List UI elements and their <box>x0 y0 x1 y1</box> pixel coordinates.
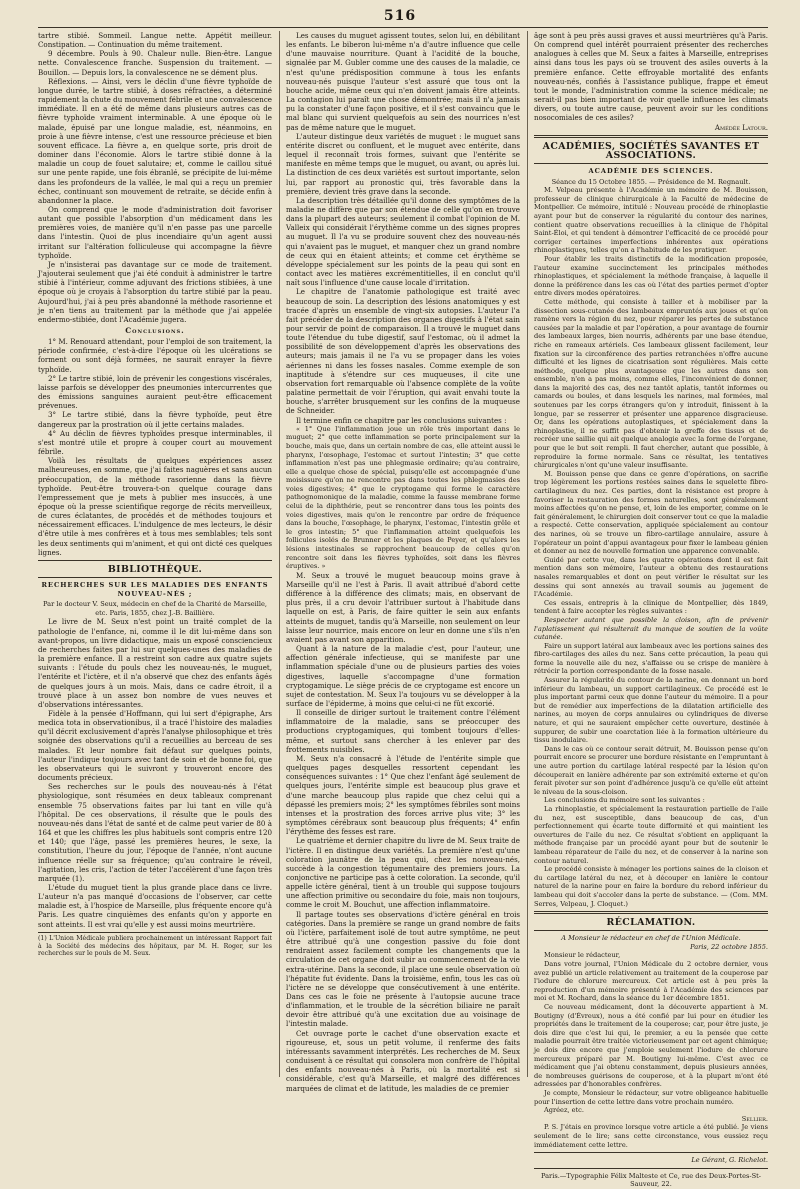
review-title: RECHERCHES SUR LES MALADIES DES ENFANTS NOUVEAU-NÉS ; <box>41 581 269 598</box>
paragraph: Je n'insisterai pas davantage sur ce mode de traitement. J'ajouterai seulement que j'ai été conduit à administrer le tartre stibié à l'intérieur, comme adjuvant des frictions stibiées, à une époque où je croyais à l'absorption du tartre stibié par la peau. Aujourd'hui, j'ai à peu près abandonné la méthode rasorienne et je n'en tiens au traitement par la méthode que j'ai appelée endermo-stibiée, dont l'Académie jugera. <box>38 259 272 324</box>
section-heading-academies: ACADÉMIES, SOCIÉTÉS SAVANTES ET ASSOCIATIONS. <box>542 140 760 161</box>
section-rule <box>534 135 768 138</box>
paragraph: Dans votre journal, l'Union Médicale du 2 octobre dernier, vous avez publié un article relativement au traitement de la couperose par l'iodure de chlorure mercureux. Cet article est à peu près la reproduction d'un mémoire présenté à l'Académie des sciences par moi et M. Rochard, dans la séance du 1er décembre 1851. <box>534 960 768 1003</box>
paragraph: Voilà les résultats de quelques expériences assez malheureuses, en somme, que j'ai faites naguères et sans aucun préoccupation, de la méthode rasorienne dans la fièvre typhoïde. Peut-être trouvera-t-on quelque courage dans l'empressement que je mets à publier mes insuccès, à une époque où la presse scientifique regorge de récits merveilleux, de cures éclatantes, de procédés et de méthodes toujours et nécessairement efficaces. L'indulgence de mes lecteurs, le désir d'être utile à mes confrères et à tous mes semblables; tels sont les deux sentiments qui m'animent, et qui ont dicté ces quelques lignes. <box>38 456 272 557</box>
column-middle <box>286 31 520 1093</box>
section-rule <box>534 1152 768 1153</box>
signature: Sellier. <box>741 1114 768 1123</box>
paragraph: Je compte, Monsieur le rédacteur, sur votre obligeance habituelle pour l'insertion de cette lettre dans votre prochain numéro. <box>534 1088 768 1106</box>
section-heading-conclusions: Conclusions. <box>125 326 185 335</box>
paragraph: 9 décembre. Pouls à 90. Chaleur nulle. Bien-être. Langue nette. Convalescence franche. Suspension du traitement. — Bouillon. — Depuis lors, la convalescence ne se dément plus. <box>38 49 272 77</box>
section-rule <box>534 911 768 914</box>
paragraph: Agréez, etc. <box>544 1106 584 1115</box>
column-right <box>534 31 769 1189</box>
paragraph: Ces essais, entrepris à la clinique de Montpellier, dès 1849, tendent à faire accepter les règles suivantes : <box>534 598 768 616</box>
column-left <box>38 31 272 1077</box>
paragraph: Les causes du muguet agissent toutes, selon lui, en débilitant les enfants. Le biberon lui-même n'a d'autre influence que celle d'une mauvaise nourriture. Quant à l'acidité de la bouche, signalée par M. Gubler comme une des causes de la maladie, ce n'est qu'une prédisposition commune à tous les enfants nouveau-nés puisque l'auteur s'est assuré que tous ont la bouche acide, même ceux qui n'en doivent jamais être atteints. La contagion lui paraît une chose démontrée; mais il n'a jamais pu la constater d'une façon positive, et il s'est convaincu que le mal blanc qui survient quelquefois au sein des nourrices n'est pas de même nature que le muguet. <box>286 31 520 132</box>
paragraph: Le quatrième et dernier chapitre du livre de M. Seux traite de l'ictère. Il en distingue deux variétés. La première n'est qu'une coloration jaunâtre de la peau qui, chez les nouveau-nés, succède à la congestion tégumentaire des premiers jours. La conjonctive ne participe pas à cette coloration. La seconde, qu'il appelle ictère général, tient à un trouble qui suppose toujours une affection primitive ou secondaire du foie, mais non toujours, comme le croit M. Bouchut, une affection inflammatoire. <box>286 836 520 910</box>
rule-item: Respecter autant que possible la cloison, afin de prévenir l'aplatissement qui résulterait du manque de soutien de la voûte cutanée. <box>534 615 768 642</box>
conclusion-item: 3° Le tartre stibié, dans la fièvre typhoïde, peut être dangereux par la prostration où il jette certains malades. <box>38 410 272 429</box>
paragraph: Quant à la nature de la maladie c'est, pour l'auteur, une affection générale infectieuse, qui se manifeste par une inflammation spéciale d'une ou de plusieurs parties des voies digestives, laquelle s'accompagne d'une formation cryptogamique. Le siège précis de ce cryptogame est encore un sujet de contestation. M. Seux l'a toujours vu se développer à la surface de l'épiderme, à moins que celui-ci ne fût excorié. <box>286 644 520 708</box>
paragraph: M. Velpeau présente à l'Académie un mémoire de M. Bouisson, professeur de clinique chirurgicale à la Faculté de médecine de Montpellier. Ce mémoire, intitulé : Nouveau procédé de rhinoplastie ayant pour but de conserver la régularité du contour des narines, contient quatre observations recueillies à la clinique de l'hôpital Saint-Éloi, et qui tendent à démontrer l'efficacité de ce procédé pour corriger certaines imperfections inhérentes aux opérations rhinoplastiques, telles qu'on a l'habitude de les pratiquer. <box>534 186 768 255</box>
paragraph: Le livre de M. Seux n'est point un traité complet de la pathologie de l'enfance, ni, comme il le dit lui-même dans son avant-propos, un livre didactique, mais un exposé consciencieux de recherches faites par lui sur quelques-unes des maladies de la première enfance. Il a restreint son cadre aux quatre sujets suivants : l'étude du pouls chez les nouveau-nés, le muguet, l'entérite et l'ictère, et il n'a observé que chez des enfants âgés de quelques jours à un mois. Mais, dans ce cadre étroit, il a trouvé place à un assez bon nombre de vues neuves et d'observations intéressantes. <box>38 617 272 709</box>
paragraph: Le procédé consiste à ménager les portions saines de la cloison et du cartilage latéral du nez, et à découper en lanière le contour naturel de la narine pour en faire la bordure du rebord inférieur du lambeau qui doit s'accoler dans la perte de substance. — (Com. MM. Serres, Velpeau, J. Cloquet.) <box>534 865 768 908</box>
printer-line: Paris.—Typographie Félix Malteste et Ce, rue des Deux-Portes-St-Sauveur, 22. <box>540 1171 762 1189</box>
quoted-conclusions: « 1° Que l'inflammation joue un rôle très important dans le muguet; 2° que cette inflammation se porte principalement sur la bouche, mais que, dans un certain nombre de cas, elle atteint aussi le pharynx, l'œsophage, l'estomac et surtout l'intestin; 3° que cette inflammation n'est pas une phlegmasie ordinaire; qu'au contraire, elle a quelque chose de spécial, puisqu'elle est accompagnée d'une moisissure qu'on ne rencontre pas dans toutes les phlegmasies des voies digestives; 4° que le cryptogame qui forme le caractère pathognomonique de la maladie, comme la fausse membrane forme celui de la diphthérie, peut se rencontrer dans tous les points des voies digestives, mais qu'on le rencontre par ordre de fréquence dans la bouche, l'œsophage, le pharynx, l'estomac, l'intestin grêle et le gros intestin; 5° que l'inflammation atteint quelquefois les follicules isolés de Brunner et les plaques de Peyer, et qu'alors les lésions intestinales se rapprochent beaucoup de celles qu'on rencontre soit dans les fièvres typhoïdes, soit dans les fièvres éruptives. » <box>286 424 520 571</box>
paragraph: Réflexions. — Ainsi, vers le déclin d'une fièvre typhoïde de longue durée, le tartre stibié, à doses réfractées, a déterminé rapidement la chute du mouvement fébrile et une convalescence immédiate. Il en a été de même dans plusieurs autres cas de fièvre typhoïde vraiment interminable. A une époque où le malade, épuisé par une longue maladie, est, néanmoins, en proie à une fièvre intense, c'est une ressource précieuse et bien souvent efficace. La fièvre a, en quelque sorte, pris droit de dominer dans l'économie. Alors le tartre stibié donne à la maladie un coup de fouet salutaire; et, comme le caillou situé sur une pente rapide, une fois ébranlé, se précipite de lui-même dans les profondeurs de la vallée, le mal qui a reçu un premier échec, continuant son mouvement de retraite, se décide enfin à abandonner la place. <box>38 76 272 205</box>
section-heading-bibliotheque: BIBLIOTHÈQUE. <box>107 563 203 575</box>
paragraph: La rhinoplastie, et spécialement la restauration partielle de l'aile du nez, est susceptible, dans beaucoup de cas, d'un perfectionnement qui écarte toute difformité et qui maintient les ouvertures de l'aile du nez. Ce résultat s'obtient en appliquant la méthode française par un procédé ayant pour but de soutenir le lambeau réparateur de l'aile du nez, et de conserver à la narine son contour naturel. <box>534 804 768 865</box>
top-rule <box>38 27 768 28</box>
paragraph: Les conclusions du mémoire sont les suivantes : <box>544 796 705 805</box>
conclusion-item: 1° M. Renouard attendant, pour l'emploi de son traitement, la période confirmée, c'est-à-dire l'époque où les ulcérations se forment ou sont déjà formées, ne saurait enrayer la fièvre typhoïde. <box>38 337 272 374</box>
review-author: Par le docteur V. Seux, médecin en chef de la Charité de Marseille, etc. Paris, 1855, chez J.-B. Baillière. <box>43 600 267 617</box>
paragraph: On comprend que le mode d'administration doit favoriser autant que possible l'absorption d'un médicament dans les premières voies, de manière qu'il n'en passe pas une parcelle dans l'intestin. Quoi de plus incendiaire qu'un agent aussi irritant sur l'altération folliculeuse qui accompagne la fièvre typhoïde. <box>38 204 272 260</box>
rule-item: Faire un support latéral aux lambeaux avec les portions saines des fibro-cartilages des ailes du nez. Sans cette précaution, la peau qui forme la nouvelle aile du nez, s'affaisse ou se crispe de manière à rétrécir la portion correspondante de la fosse nasale. <box>534 641 768 676</box>
footnote: (1) L'Union Médicale publiera prochainement un intéressant Rapport fait à la Société des médecins des hôpitaux, par M. H. Roger, sur les recherches sur le pouls de M. Seux. <box>38 932 272 958</box>
paragraph: L'étude du muguet tient la plus grande place dans ce livre. L'auteur n'a pas manqué d'occasions de l'observer, car cette maladie est, à l'hospice de Marseille, plus fréquente encore qu'à Paris. Les quatre cinquièmes des enfants qu'on y apporte en sont atteints. Il est vrai qu'elle y est aussi moins meurtrière. <box>38 882 272 929</box>
section-rule <box>534 1168 768 1169</box>
paragraph: Ses recherches sur le pouls des nouveau-nés à l'état physiologique, sont résumées en deux tableaux comprenant ensemble 75 observations faites par lui tant en ville qu'à l'hôpital. De ces observations, il résulte que le pouls des nouveau-nés dans l'état de santé et de calme peut varier de 80 à 164 et que les chiffres les plus habituels sont compris entre 120 et 140; que l'âge, passé les premières heures, le sexe, la constitution, l'heure du jour, l'époque de l'année, n'ont aucune influence réelle sur sa fréquence; qu'au contraire le réveil, l'agitation, les cris, l'action de téter l'accélèrent d'une façon très marquée (1). <box>38 782 272 883</box>
paragraph: M. Seux a trouvé le muguet beaucoup moins grave à Marseille qu'il ne l'est à Paris. Il avait attribué d'abord cette différence à la différence des climats; mais, en observant de plus près, il a cru devoir l'attribuer surtout à l'habitude dans laquelle on est, à Paris, de faire quitter le sein aux enfants atteints de muguet, tandis qu'à Marseille, non seulement on leur laisse leur nourrice, mais encore on leur en donne une s'ils n'en avaient pas avant son apparition. <box>286 570 520 644</box>
paragraph: Ce nouveau médicament, dont la découverte appartient à M. Boutigny (d'Évreux), nous a été confié par lui pour en étudier les propriétés dans le traitement de la couperose; car, pour être juste, je dois dire que c'est lui qui, le premier, a eu la pensée que cette maladie pourrait être traitée victorieusement par cet agent chimique; je dois dire encore que j'emploie seulement l'iodure de chlorure mercureux préparé par M. Boutigny lui-même. C'est avec ce médicament que j'ai obtenu constamment, depuis plusieurs années, de nombreuses guérisons de couperose, et à la plupart m'ont été adressées par d'honorables confrères. <box>534 1003 768 1089</box>
letter-date: Paris, 22 octobre 1855. <box>690 942 768 951</box>
section-rule <box>38 560 272 561</box>
conclusion-item: 2° Le tartre stibié, loin de prévenir les congestions viscérales, laisse parfois se développer des pneumonies intercurrentes que des émissions sanguines auraient peut-être efficacement prévenues. <box>38 373 272 411</box>
paragraph: Dans le cas où ce contour serait détruit, M. Bouisson pense qu'on pourrait encore se procurer une bordure résistante en l'empruntant à une autre portion du cartilage latéral respecté par la lésion qu'on découperait en lanière adhérente par son extrémité externe et qu'on ferait pivoter sur son point d'adhérence jusqu'à ce qu'elle eût atteint le niveau de la sous-cloison. <box>534 744 769 796</box>
gerant-line: Le Gérant, G. Richelot. <box>691 1156 768 1165</box>
paragraph: tartre stibié. Sommeil. Langue nette. Appétit meilleur. Constipation. — Continuation du même traitement. <box>38 31 272 50</box>
paragraph: L'auteur distingue deux variétés de muguet : le muguet sans entérite discret ou confluent, et le muguet avec entérite, dans lequel il reconnaît trois formes, suivant que l'entérite se manifeste en même temps que le muguet, ou avant, ou après lui. La distinction de ces deux variétés est surtout importante, selon lui, par rapport au pronostic qui, très favorable dans la première, devient très grave dans la seconde. <box>286 131 520 196</box>
section-rule <box>534 930 768 931</box>
section-rule <box>38 577 272 578</box>
postscript: P. S. J'étais en province lorsque votre article a été publié. Je viens seulement de le lire; sans cette circonstance, vous eussiez reçu immédiatement cette lettre. <box>534 1123 768 1149</box>
paragraph: Pour établir les traits distinctifs de la modification proposée, l'auteur examine succinctement les principales méthodes rhinoplastiques, et spécialement la méthode française, à laquelle il donne la préférence dans les cas où l'état des parties permet d'opter entre divers modes opératoires. <box>534 254 768 298</box>
column-divider <box>527 31 528 1077</box>
paragraph: La description très détaillée qu'il donne des symptômes de la maladie ne diffère que par son étendue de celle qu'on en trouve dans la plupart des auteurs; seulement il combat l'opinion de M. Valleix qui considérait l'érythème comme un des signes propres au muguet. Il l'a vu se produire souvent chez des nouveau-nés qui n'avaient pas le muguet, et manquer chez un grand nombre de ceux qui en étaient atteints; et comme cet érythème se développe spécialement sur les points de la peau qui sont en contact avec les matières excrémentitielles, il en conclut qu'il naît sous l'influence d'une cause locale d'irritation. <box>286 195 520 288</box>
paragraph: Il conseille de diriger surtout le traitement contre l'élément inflammatoire de la maladie, sans se préoccuper des productions cryptogamiques, qui tombent toujours d'elles-même, et surtout sans chercher à les enlever par des frottements nuisibles. <box>286 708 520 754</box>
paragraph: âge sont à peu près aussi graves et aussi meurtrières qu'à Paris. On comprend quel intérêt pourraient présenter des recherches analogues à celles que M. Seux a faites à Marseille, entreprises ainsi dans tous les pays où se trouvent des asiles ouverts à la première enfance. Cette effroyable mortalité des enfants nouveau-nés, confiés à l'assistance publique, frappe et émeut tout le monde, l'administration comme la science médicale; ne serait-il pas bien important de voir quelle influence les climats divers, ou toute autre cause, peuvent avoir sur les conditions nosocomiales de ces asiles? <box>534 31 768 123</box>
signature: Amédée Latour. <box>714 122 768 132</box>
rule-item: Assurer la régularité du contour de la narine, en donnant un bord inférieur du lambeau, un support cartilagineux. Ce procédé est le plus important parmi ceux que donne l'auteur du mémoire. Il a pour but de remédier aux imperfections de la dilatation artificielle des narines, au moyen de corps annulaires ou cylindriques de diverse nature, et qui ne sauraient empêcher cette ouverture, destinée à suppurer, de subir une coarctation liée à la formation ultérieure du tissu inodulaire. <box>534 676 768 745</box>
paragraph: Cette méthode, qui consiste à tailler et à mobiliser par la dissection sous-cutanée des lambeaux empruntés aux joues et qu'on ramène vers la région du nez, pour réparer les pertes de substance causées par la maladie et par l'opération, a pour avantage de fournir des lambeaux larges, bien nourris, adhérents par une base étendue, riche en rameaux artériels. Ces lambeaux glissent facilement, leur fixation sur la circonférence des parties retranchées n'offre aucune difficulté et les lignes de cicatrisation sont régulières. Mais cette méthode, quelque plus avantageuse que les autres dans son ensemble, n'en a pas moins, comme elles, l'inconvénient de donner, dans la majorité des cas, des nez tantôt aplatis, tantôt informes ou camards ou boules, et dans lesquels les narines, mal formées, mal soutenues par les corps étrangers qu'on y introduit, finissent à la longue, par se resserrer et présenter une apparence disgracieuse. Or, dans les opérations autoplastiques, et spécialement dans la rhinoplastie, il ne suffit pas d'obtenir la greffe des tissus et de recréer une saillie qui ait quelque analogie avec la forme de l'organe, pour que le but soit rempli. Il faut chercher, autant que possible, à reproduire la forme normale. Sans ce résultat, les tentatives chirurgicales n'ont qu'une valeur insuffisante. <box>534 297 768 470</box>
letter-recipient: A Monsieur le rédacteur en chef de l'Union Médicale. <box>561 934 741 943</box>
paragraph: Il partage toutes ses observations d'ictère général en trois catégories. Dans la première se range un grand nombre de faits où l'ictère, parfaitement isolé de tout autre symptôme, ne peut être attribué qu'à une congestion passive du foie dont rendraient assez facilement compte les changements que la circulation de cet organe doit subir au commencement de la vie extra-utérine. Dans la seconde, il place une seule observation où l'hépatite fut évidente. Dans la troisième, enfin, tous les cas où l'ictère ne se développe que consécutivement à une entérite. Dans ces cas le foie ne présente à l'autopsie aucune trace d'inflammation, et le trouble de la sécrétion biliaire ne paraît devoir être attribué qu'à une excitation due au voisinage de l'intestin malade. <box>286 909 520 1029</box>
conclusion-item: 4° Au déclin de fièvres typhoïdes presque interminables, il s'est montré utile et propre à couper court au mouvement fébrile. <box>38 428 272 457</box>
column-divider <box>279 31 280 1077</box>
paragraph: Il termine enfin ce chapitre par les conclusions suivantes : <box>296 415 507 425</box>
paragraph: Fidèle à la pensée d'Hoffmann, qui lui sert d'épigraphe, Ars medica tota in observationibus, il a tracé l'histoire des maladies qu'il décrit exclusivement d'après l'analyse philosophique et très soignée des observations qu'il a recueillies au berceau de ses malades. Et leur nombre fait défaut sur quelques points, l'auteur l'indique toujours avec tant de soin et de bonne foi, que les observateurs qui le suivront y trouveront encore des documents précieux. <box>38 709 272 783</box>
letter-salutation: Monsieur le rédacteur, <box>544 951 621 960</box>
session-line: Séance du 15 Octobre 1855. — Présidence de M. Regnault. <box>551 177 751 186</box>
page-number: 516 <box>383 8 417 24</box>
paragraph: M. Bouisson pense que dans ce genre d'opérations, on sacrifie trop légèrement les portions restées saines dans le squelette fibro-cartilagineux du nez. Ces parties, dont la résistance est propre à favoriser la restauration des formes naturelles, sont généralement moins affectées qu'on ne pense, et, loin de les emporter, comme on le fait généralement, le chirurgien doit conserver tout ce que la maladie a respecté. Cette conservation, appliquée spécialement au contour des narines, où se trouve un fibro-cartilage annulaire, assure à l'opérateur un point d'appui avantageux pour fixer le lambeau génien et donner au nez de nouvelle formation une apparence convenable. <box>534 469 768 556</box>
paragraph: Guidé par cette vue, dans les quatre opérations dont il est fait mention dans son mémoire, l'auteur a obtenu des restaurations nasales remarquables et dont on peut vérifier le résultat sur les dessins qui sont annexés au travail soumis au jugement de l'Académie. <box>534 555 768 599</box>
subheading-academie-sciences: ACADÉMIE DES SCIENCES. <box>588 167 714 176</box>
paragraph: M. Seux n'a consacré à l'étude de l'entérite simple que quelques pages desquelles ressortent cependant les conséquences suivantes : 1° Que chez l'enfant âgé seulement de quelques jours, l'entérite simple est beaucoup plus grave et d'une marche beaucoup plus rapide que chez celui qui a dépassé les premiers mois; 2° les symptômes fébriles sont moins intenses et la prostration des forces arrive plus vite; 3° les symptômes cérébraux sont beaucoup plus fréquents; 4° enfin l'érythème des fesses est rare. <box>286 753 520 837</box>
paragraph: Le chapitre de l'anatomie pathologique est traité avec beaucoup de soin. La description des lésions anatomiques y est tracée d'après un ensemble de vingt-six autopsies. L'auteur l'a fait précéder de la description des organes digestifs à l'état sain pour servir de point de comparaison. Il a trouvé le muguet dans toute l'étendue du tube digestif, sauf l'estomac, où il admet la possibilité de son développement d'après les observations des auteurs; mais jamais il ne l'a vu se propager dans les voies aériennes ni dans les fosses nasales. Comme exemple de son inaptitude à s'étendre sur ces muqueuses, il cite une observation fort remarquable où l'absence complète de la voûte palatine permettait de voir l'éruption, qui avait envahi toute la bouche, s'arrêter brusquement sur les confins de la muqueuse de Schneider. <box>286 287 520 416</box>
section-heading-reclamation: RÉCLAMATION. <box>606 917 696 929</box>
section-rule <box>534 163 768 164</box>
paragraph: Cet ouvrage porte le cachet d'une observation exacte et rigoureuse, et, sous un petit volume, il renferme des faits intéressants savamment interprétés. Les recherches de M. Seux conduisent à ce résultat qui consolera mon confrère de l'hôpital des enfants nouveau-nés à Paris, où la mortalité est si considérable, c'est qu'à Marseille, et malgré des différences marquées de climat et de latitude, les maladies de ce premier <box>286 1028 520 1093</box>
